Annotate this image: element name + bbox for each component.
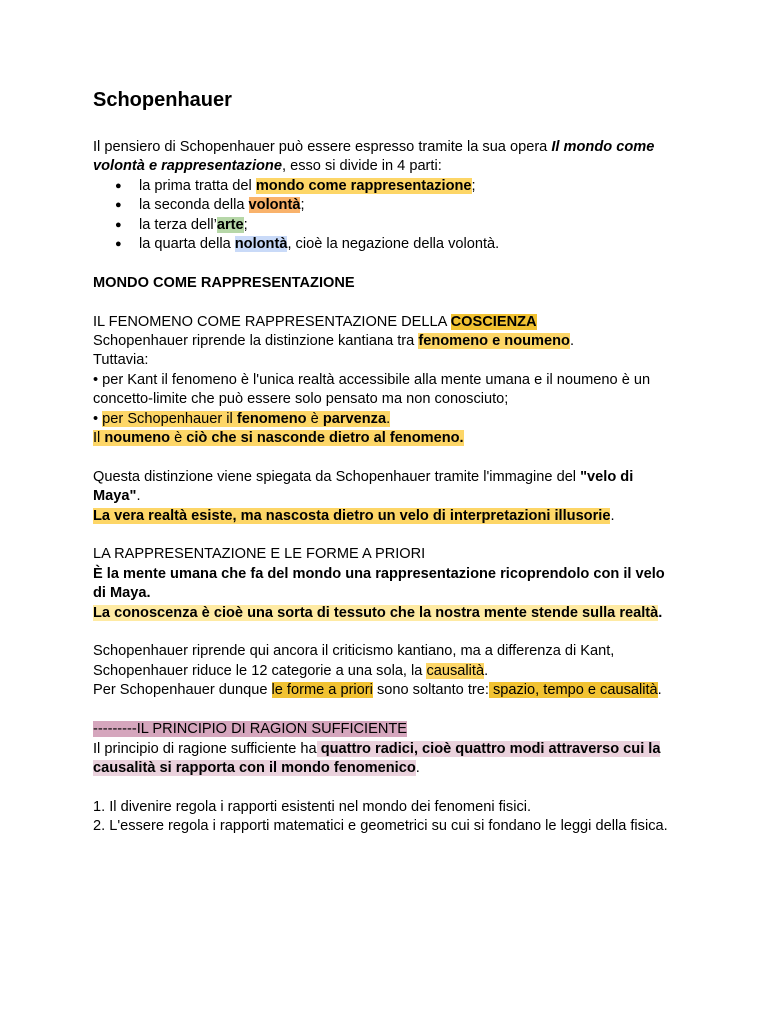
paragraph-text: . [386,410,391,427]
paragraph-text: Per Schopenhauer dunque [93,682,272,699]
highlight-volonta: volontà [248,197,301,214]
list-item-text: la terza dell’ [139,216,217,233]
paragraph-text: . [610,507,615,524]
list-item-text: la prima tratta del [139,177,256,194]
section-heading: MONDO COME RAPPRESENTAZIONE [93,274,355,291]
paragraph-realta [93,507,673,526]
paragraph-text: sono soltanto tre: [372,682,489,699]
fenomeno-heading [93,313,673,332]
paragraph-text: per Schopenhauer il [102,410,237,427]
numbered-item: 1. Il divenire regola i rapporti esistenti nel mondo dei fenomeni fisici. [93,798,532,815]
list-item-text: ; [300,197,305,214]
highlight-forme-a-priori: le forme a priori [271,682,373,699]
bold-text: noumeno [104,430,171,447]
bold-text: fenomeno [236,410,307,427]
list-item [93,196,673,215]
highlight-quattro-radici: quattro radici, cioè quattro modi attraverso cui la causalità si rapporta con il mondo fenomenico [93,740,661,776]
paragraph-text: . [136,488,141,505]
highlight-coscienza: COSCIENZA [450,313,537,330]
highlight-spazio-tempo: spazio, tempo e causalità [488,682,658,699]
list-item-text: la seconda della [139,197,249,214]
highlight-fenomeno-noumeno: fenomeno e noumeno [418,333,570,350]
bold-text: parvenza [322,410,387,427]
paragraph-criticismo [93,642,673,681]
list-item-text: ; [471,177,476,194]
paragraph-text: Il principio di ragione sufficiente ha [93,740,317,757]
paragraph-text: . [658,604,663,621]
paragraph-forme [93,681,673,700]
highlight-realta: La vera realtà esiste, ma nascosta dietro un velo di interpretazioni illusorie [93,507,611,524]
document-page [93,86,673,837]
paragraph-principio [93,740,673,779]
principio-heading [93,720,673,739]
paragraph-kant: • per Kant il fenomeno è l'unica realtà accessibile alla mente umana e il noumeno è un concetto-limite che può essere solo pensato ma non conosciuto; [93,371,651,408]
list-item-text: , cioè la negazione della volontà. [287,236,500,253]
list-item [93,235,673,254]
paragraph-text: . [484,662,489,679]
paragraph [93,332,673,351]
paragraph-text: . [569,333,575,350]
paragraph-conoscenza [93,604,673,623]
paragraph-text: . [415,759,420,776]
paragraph-schopenhauer [93,410,673,429]
paragraph-velo [93,468,673,507]
highlight-principio: ---------IL PRINCIPIO DI RAGION SUFFICIENTE [93,721,408,738]
highlight-nolonta: nolontà [234,236,288,253]
paragraph-text: Schopenhauer riprende la distinzione kantiana tra [93,333,419,350]
work-title: Il mondo come volontà e rappresentazione [93,139,655,175]
intro-paragraph [93,138,673,177]
bold-text: "velo di Maya" [93,468,634,505]
list-item [93,177,673,196]
paragraph-text: Schopenhauer riprende qui ancora il criticismo kantiano, ma a differenza di Kant, Schopenhauer riduce le 12 categorie a una sola, la [93,643,615,679]
highlight-noumeno [93,430,464,446]
highlight-arte: arte [216,216,244,233]
intro-text-end: , esso si divide in 4 parti: [281,158,442,175]
paragraph-noumeno [93,429,673,448]
paragraph-bold: È la mente umana che fa del mondo una rappresentazione ricoprendolo con il velo di Maya. [93,565,665,602]
forme-heading: LA RAPPRESENTAZIONE E LE FORME A PRIORI [93,546,426,563]
paragraph: Tuttavia: [93,352,149,369]
list-item-text: la quarta della [139,236,235,253]
paragraph-text: è [306,410,323,427]
bullet: • [93,410,103,427]
heading-text: IL FENOMENO COME RAPPRESENTAZIONE DELLA [93,313,451,330]
paragraph-text: . [657,682,662,699]
numbered-item: 2. L'essere regola i rapporti matematici e geometrici su cui si fondano le leggi della fisica. [93,818,668,835]
paragraph-text: è [170,430,187,447]
list-item [93,216,673,235]
highlight-causalita: causalità [426,662,485,679]
highlight-parvenza [102,411,390,427]
intro-text: Il pensiero di Schopenhauer può essere espresso tramite la sua opera [93,139,552,155]
list-item-text: ; [243,216,248,233]
paragraph-text: Questa distinzione viene spiegata da Schopenhauer tramite l'immagine del [93,468,581,485]
bold-text: ciò che si nasconde dietro al fenomeno. [186,430,464,447]
document-title: Schopenhauer [93,89,232,111]
highlight-conoscenza: La conoscenza è cioè una sorta di tessuto che la nostra mente stende sulla realtà [93,604,659,621]
parts-list [93,177,673,255]
paragraph-text: Il [93,430,105,447]
highlight-mondo: mondo come rappresentazione [255,177,472,194]
